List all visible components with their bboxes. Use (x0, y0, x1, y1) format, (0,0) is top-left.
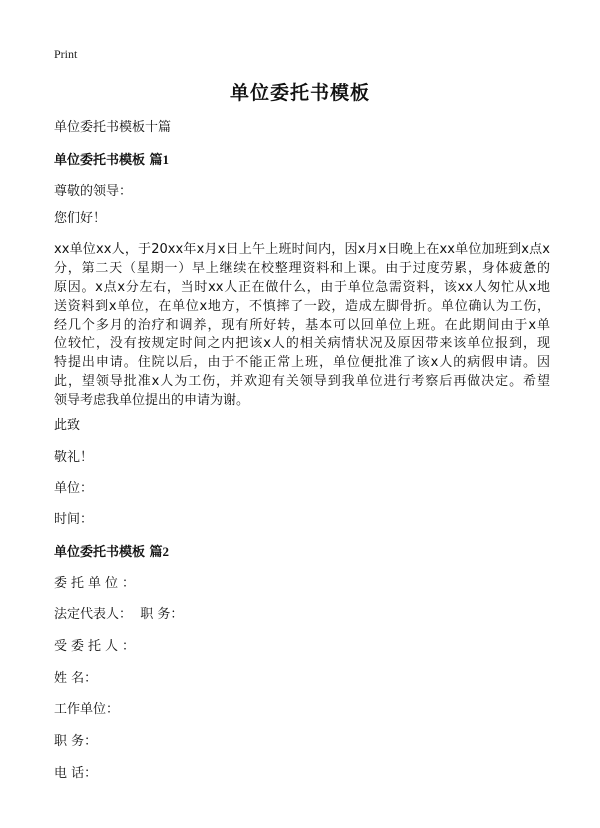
body-line: 领导考虑我单位提出的申请为谢。 (54, 393, 250, 409)
print-label: Print (54, 47, 78, 61)
field-trustee: 受委托人： (54, 639, 140, 654)
section-1-heading-text: 单位委托书模板 (54, 153, 146, 168)
body-line: 经几个多月的治疗和调养，现有所好转，基本可以回单位上班。在此期间由于x单 (54, 317, 550, 333)
greeting: 您们好！ (54, 211, 107, 226)
body-line: 此，望领导批准x人为工伤，并欢迎有关领导到我单位进行考察后再做决定。希望 (54, 374, 550, 390)
field-position: 职 务： (54, 734, 98, 749)
time-label: 时间： (54, 512, 94, 527)
field-entrusting-unit: 委托单位： (54, 576, 140, 591)
field-name: 姓 名： (54, 671, 98, 686)
section-1-heading-number: 篇1 (149, 152, 170, 167)
intro-text: 单位委托书模板十篇 (54, 120, 172, 135)
body-line: 送资料到x单位，在单位x地方，不慎摔了一跤，造成左脚骨折。单位确认为工伤， (54, 298, 550, 314)
body-line: xx单位xx人，于20xx年x月x日上午上班时间内，因x月x日晚上在xx单位加班到x点x (54, 242, 550, 257)
body-paragraph (54, 241, 550, 411)
body-line: 位较忙，没有按规定时间之内把该x人的相关病情状况及原因带来该单位报到，现 (54, 336, 550, 352)
body-line: 分，第二天（星期一）早上继续在校整理资料和上课。由于过度劳累，身体疲惫的 (54, 260, 550, 276)
field-work-unit: 工作单位： (54, 702, 120, 717)
salutation: 尊敬的领导： (54, 184, 133, 199)
section-1-heading (54, 152, 169, 169)
unit-label: 单位： (54, 481, 94, 496)
section-2-heading-number: 篇2 (149, 544, 170, 559)
field-phone: 电 话： (54, 766, 98, 781)
document-title: 单位委托书模板 (229, 82, 370, 104)
field-legal-representative: 法定代表人： 职 务： (54, 607, 184, 622)
body-line: 原因。x点x分左右，当时xx人正在做什么，由于单位急需资料，该xx人匆忙从x地 (54, 279, 550, 295)
closing-jing-li: 敬礼！ (54, 450, 94, 465)
section-2-heading (54, 544, 169, 561)
section-2-heading-text: 单位委托书模板 (54, 545, 146, 560)
closing-ci-zhi: 此致 (54, 418, 81, 433)
body-line: 特提出申请。住院以后，由于不能正常上班，单位便批准了该x人的病假申请。因 (54, 355, 550, 371)
